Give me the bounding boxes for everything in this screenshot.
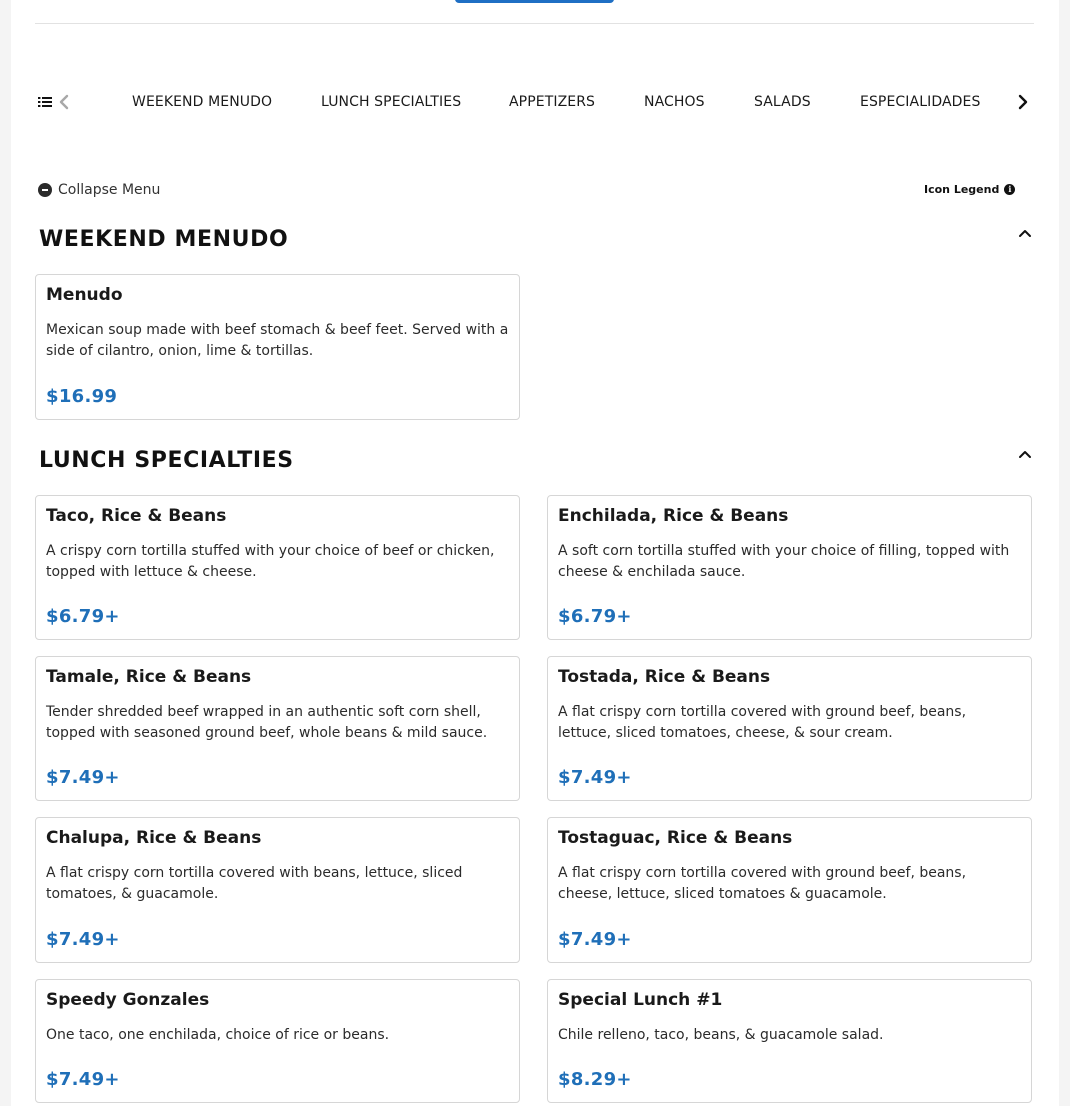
icon-legend-button[interactable] [924, 181, 1015, 197]
tab-weekend-menudo[interactable]: WEEKEND MENUDO [132, 94, 273, 110]
collapse-menu-label: Collapse Menu [58, 182, 161, 198]
item-name: Tamale, Rice & Beans [46, 667, 252, 687]
icon-legend-label: Icon Legend [924, 182, 1000, 196]
item-description: A soft corn tortilla stuffed with your choice of filling, topped with cheese & enchilada sauce. [558, 543, 1010, 580]
chevron-left-icon[interactable] [57, 93, 71, 111]
item-price: $7.49+ [46, 1069, 120, 1090]
item-description: A flat crispy corn tortilla covered with ground beef, beans, cheese, lettuce, sliced tomatoes & guacamole. [558, 865, 967, 902]
item-price: $7.49+ [46, 767, 120, 788]
menu-item-card[interactable] [35, 817, 520, 963]
menu-item-card[interactable] [547, 656, 1032, 801]
item-name: Chalupa, Rice & Beans [46, 828, 262, 848]
item-price: $16.99 [46, 386, 118, 407]
chevron-up-icon[interactable] [1018, 449, 1032, 459]
item-description: Mexican soup made with beef stomach & beef feet. Served with a side of cilantro, onion, lime & tortillas. [46, 322, 509, 359]
menu-item-card[interactable] [35, 274, 520, 420]
menu-item-card[interactable] [547, 817, 1032, 963]
list-icon[interactable] [37, 94, 53, 110]
item-name: Menudo [46, 285, 123, 305]
tab-salads[interactable]: SALADS [754, 94, 811, 110]
item-price: $7.49+ [46, 929, 120, 950]
order-button[interactable] [455, 0, 614, 3]
menu-item-card[interactable] [547, 979, 1032, 1103]
item-price: $6.79+ [46, 606, 120, 627]
item-name: Special Lunch #1 [558, 990, 723, 1010]
item-description: A flat crispy corn tortilla covered with beans, lettuce, sliced tomatoes, & guacamole. [46, 865, 463, 902]
item-price: $7.49+ [558, 767, 632, 788]
collapse-menu-button[interactable] [38, 181, 160, 199]
menu-item-card[interactable] [35, 979, 520, 1103]
chevron-up-icon[interactable] [1018, 228, 1032, 238]
item-name: Tostada, Rice & Beans [558, 667, 771, 687]
item-name: Taco, Rice & Beans [46, 506, 227, 526]
item-name: Enchilada, Rice & Beans [558, 506, 789, 526]
info-icon: i [1004, 184, 1015, 195]
chevron-right-icon[interactable] [1016, 93, 1030, 111]
tab-appetizers[interactable]: APPETIZERS [509, 94, 596, 110]
category-tabs [85, 84, 1015, 120]
tab-nachos[interactable]: NACHOS [644, 94, 705, 110]
item-price: $7.49+ [558, 929, 632, 950]
divider [35, 23, 1034, 24]
item-name: Tostaguac, Rice & Beans [558, 828, 793, 848]
item-description: A crispy corn tortilla stuffed with your choice of beef or chicken, topped with lettuce & cheese. [46, 543, 495, 580]
section-title: LUNCH SPECIALTIES [39, 448, 294, 473]
section-title: WEEKEND MENUDO [39, 227, 289, 252]
menu-item-card[interactable] [35, 656, 520, 801]
tab-especialidades[interactable]: ESPECIALIDADES [860, 94, 981, 110]
category-nav [35, 84, 1034, 120]
minus-circle-icon [38, 183, 52, 197]
item-price: $6.79+ [558, 606, 632, 627]
item-description: Chile relleno, taco, beans, & guacamole salad. [558, 1027, 884, 1043]
item-price: $8.29+ [558, 1069, 632, 1090]
item-name: Speedy Gonzales [46, 990, 210, 1010]
item-description: Tender shredded beef wrapped in an authentic soft corn shell, topped with seasoned ground beef, whole beans & mild sauce. [46, 704, 488, 741]
menu-page [11, 0, 1059, 1106]
item-description: A flat crispy corn tortilla covered with ground beef, beans, lettuce, sliced tomatoes, cheese, & sour cream. [558, 704, 967, 741]
menu-item-card[interactable] [547, 495, 1032, 640]
item-description: One taco, one enchilada, choice of rice or beans. [46, 1027, 390, 1043]
menu-item-card[interactable] [35, 495, 520, 640]
tab-lunch-specialties[interactable]: LUNCH SPECIALTIES [321, 94, 462, 110]
